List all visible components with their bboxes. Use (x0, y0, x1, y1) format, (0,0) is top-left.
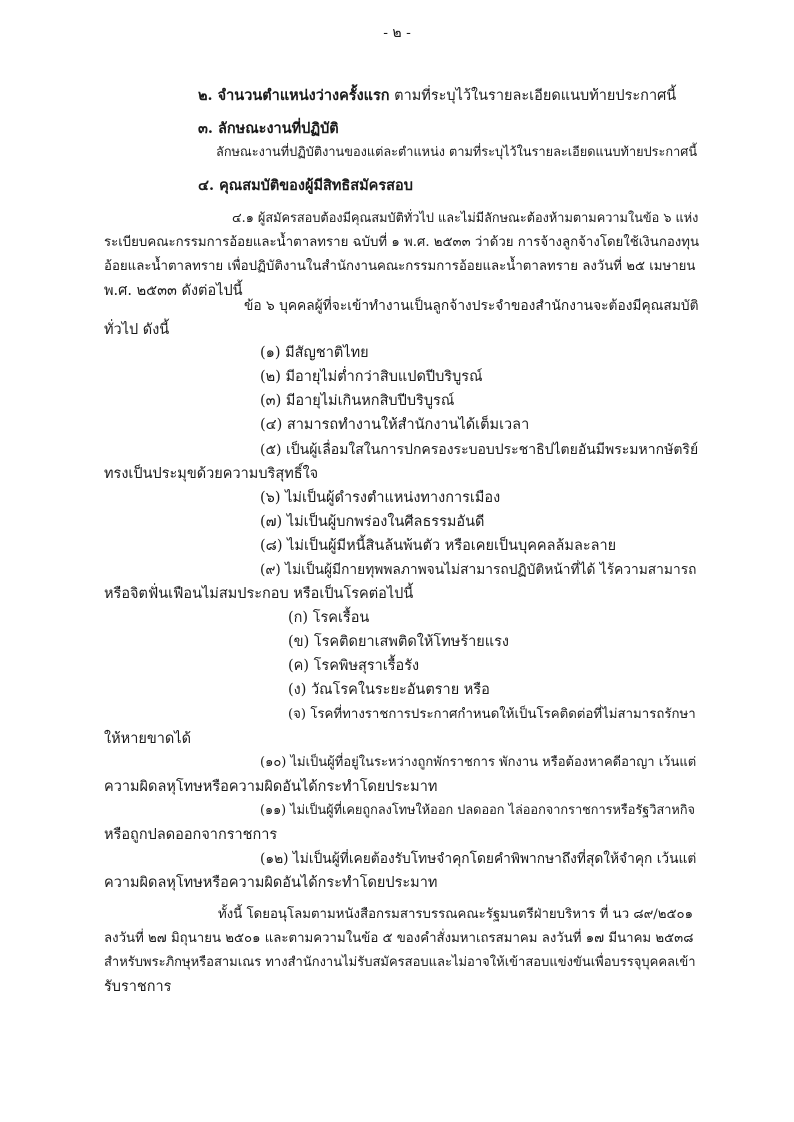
clause-6-line: ข้อ ๖ บุคคลผู้ที่จะเข้าทำงานเป็นลูกจ้างประจำของสำนักงานจะต้องมีคุณสมบัติ (244, 298, 699, 314)
section-2-heading: ๒. จำนวนตำแหน่งว่างครั้งแรก (198, 87, 390, 104)
section-2 (198, 86, 676, 106)
disease-item: (จ) โรคที่ทางราชการประกาศกำหนดให้เป็นโรคติดต่อที่ไม่สามารถรักษา (288, 707, 696, 722)
qualification-item-cont: หรือถูกปลดออกจากราชการ (104, 827, 278, 843)
qualification-item-cont: ทรงเป็นประมุขด้วยความบริสุทธิ์ใจ (104, 466, 319, 482)
qualification-item: (๑๒) ไม่เป็นผู้ที่เคยต้องรับโทษจำคุกโดยคำพิพากษาถึงที่สุดให้จำคุก เว้นแต่ (260, 851, 697, 867)
qualification-item: (๕) เป็นผู้เลื่อมใสในการปกครองระบอบประชาธิปไตยอันมีพระมหากษัตริย์ (260, 442, 699, 458)
closing-line: ลงวันที่ ๒๗ มิถุนายน ๒๕๐๑ และตามความในข้อ ๕ ของคำสั่งมหาเถรสมาคม ลงวันที่ ๑๗ มีนาคม ๒๕๓๘ (104, 931, 694, 946)
section-4-1-line: ๔.๑ ผู้สมัครสอบต้องมีคุณสมบัติทั่วไป และไม่มีลักษณะต้องห้ามตามความในข้อ ๖ แห่ง (232, 211, 699, 226)
disease-item: (ก) โรคเรื้อน (288, 610, 370, 626)
qualification-item: (๒) มีอายุไม่ต่ำกว่าสิบแปดปีบริบูรณ์ (260, 369, 483, 385)
section-4-1-line: อ้อยและน้ำตาลทราย เพื่อปฏิบัติงานในสำนักงานคณะกรรมการอ้อยและน้ำตาลทราย ลงวันที่ ๒๕ เมษายน (104, 259, 696, 274)
qualification-item: (๙) ไม่เป็นผู้มีกายทุพพลภาพจนไม่สามารถปฏิบัติหน้าที่ได้ ไร้ความสามารถ (260, 562, 697, 578)
qualification-item-cont: หรือจิตฟั่นเฟือนไม่สมประกอบ หรือเป็นโรคต่อไปนี้ (104, 586, 414, 602)
clause-6-line: ทั่วไป ดังนี้ (104, 322, 170, 338)
disease-item: (ง) วัณโรคในระยะอันตราย หรือ (288, 682, 490, 698)
disease-item-cont: ให้หายขาดได้ (104, 731, 192, 747)
qualification-item: (๓) มีอายุไม่เกินหกสิบปีบริบูรณ์ (260, 393, 455, 409)
qualification-item: (๑๑) ไม่เป็นผู้ที่เคยถูกลงโทษให้ออก ปลดออก ไล่ออกจากราชการหรือรัฐวิสาหกิจ (260, 803, 696, 818)
page-number: - ๒ - (383, 25, 411, 41)
qualification-item: (๑๐) ไม่เป็นผู้ที่อยู่ในระหว่างถูกพักราชการ พักงาน หรือต้องหาคดีอาญา เว้นแต่ (260, 755, 697, 770)
closing-line: รับราชการ (104, 979, 172, 995)
section-3-heading: ๓. ลักษณะงานที่ปฏิบัติ (198, 120, 339, 137)
section-2-text: ตามที่ระบุไว้ในรายละเอียดแนบท้ายประกาศนี้ (394, 88, 677, 104)
section-4-1-line: ระเบียบคณะกรรมการอ้อยและน้ำตาลทราย ฉบับที่ ๑ พ.ศ. ๒๕๓๓ ว่าด้วย การจ้างลูกจ้างโดยใช้เงินกองทุน (104, 235, 700, 250)
qualification-item-cont: ความผิดลหุโทษหรือความผิดอันได้กระทำโดยประมาท (104, 779, 438, 795)
section-4-1-line: พ.ศ. ๒๕๓๓ ดังต่อไปนี้ (104, 283, 243, 299)
disease-item: (ค) โรคพิษสุราเรื้อรัง (288, 658, 420, 674)
qualification-item: (๖) ไม่เป็นผู้ดำรงตำแหน่งทางการเมือง (260, 490, 501, 506)
section-3-text: ลักษณะงานที่ปฏิบัติงานของแต่ละตำแหน่ง ตามที่ระบุไว้ในรายละเอียดแนบท้ายประกาศนี้ (216, 145, 698, 160)
qualification-item-cont: ความผิดลหุโทษหรือความผิดอันได้กระทำโดยประมาท (104, 875, 438, 891)
qualification-item: (๔) สามารถทำงานให้สำนักงานได้เต็มเวลา (260, 417, 530, 433)
closing-line: ทั้งนี้ โดยอนุโลมตามหนังสือกรมสารบรรณคณะรัฐมนตรีฝ่ายบริหาร ที่ นว ๘๙/๒๕๐๑ (218, 907, 694, 922)
section-4-heading: ๔. คุณสมบัติของผู้มีสิทธิสมัครสอบ (198, 177, 413, 194)
qualification-item: (๘) ไม่เป็นผู้มีหนี้สินล้นพ้นตัว หรือเคยเป็นบุคคลล้มละลาย (260, 538, 617, 554)
qualification-item: (๗) ไม่เป็นผู้บกพร่องในศีลธรรมอันดี (260, 514, 485, 530)
disease-item: (ข) โรคติดยาเสพติดให้โทษร้ายแรง (288, 634, 509, 650)
closing-line: สำหรับพระภิกษุหรือสามเณร ทางสำนักงานไม่รับสมัครสอบและไม่อาจให้เข้าสอบแข่งขันเพื่อบรรจุบุคคลเข้า (104, 955, 696, 970)
qualification-item: (๑) มีสัญชาติไทย (260, 345, 369, 361)
